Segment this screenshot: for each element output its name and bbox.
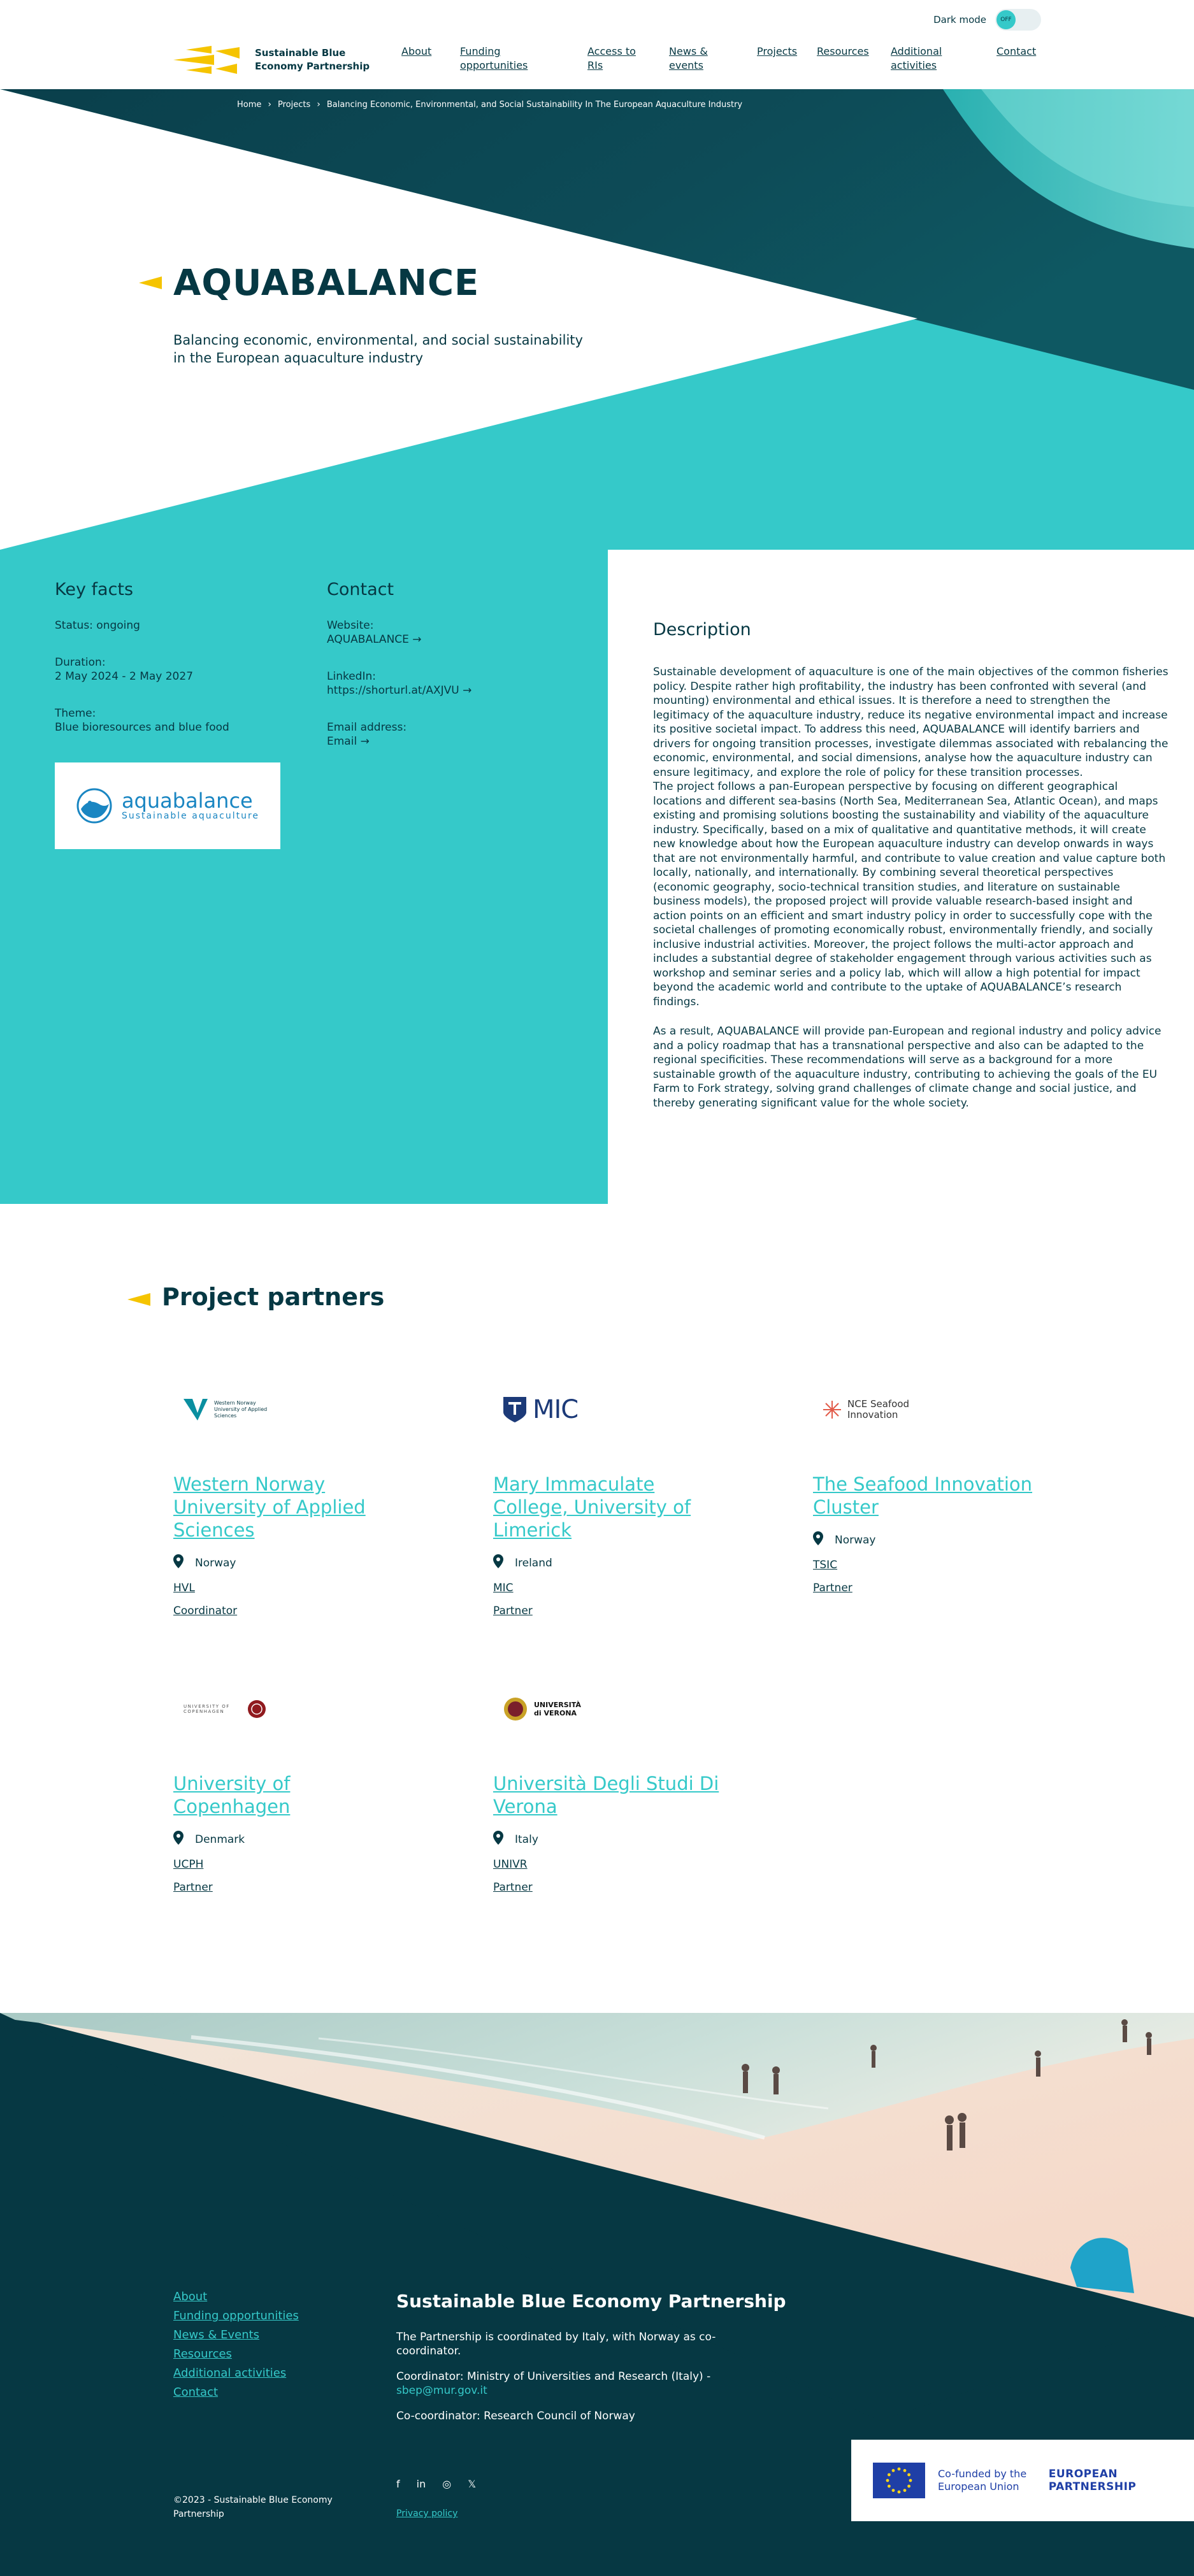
nav-about[interactable]: About <box>401 45 432 57</box>
logo-text: Sustainable Blue Economy Partnership <box>255 47 370 72</box>
partner-logo-text: NCE Seafood Innovation <box>847 1398 910 1420</box>
instagram-icon[interactable]: ◎ <box>442 2478 452 2490</box>
logo-arrows-icon <box>173 45 245 75</box>
partner-logo-text: UNIVERSITÀ di VERONA <box>534 1701 581 1717</box>
description-paragraph-2: The project follows a pan-European perspective by focusing on different geographical locations and different sea-basins (North Sea, Mediterranean Sea, Atlantic Ocean), and maps existing and promising solutions boosting the sustainability and viability of the aquaculture industry. Specifically, based on a mix of qualitative and quantitative methods, it will create new knowledge about how the European aquaculture industry can develop onwards in ways that are not environmentally harmful, and contribute to value creation and value capture both locally, nationally, and internationally. By combining several theoretical perspectives (economic geography, socio-technical transition studies, and literature on sustainable business models), the proposed project will provide valuable research-based insight and action points on an efficient and smart industry policy in order to successfully cope with the societal challenges of promoting economically robust, environmentally friendly, and socially inclusive industrial activities. Moreover, the project follows the multi-actor approach and includes a substantial degree of stakeholder engagement through various activities such as workshop and seminar series and a policy lab, which will allow a high potential for impact beyond the academic world and contribute to the uptake of AQUABALANCE’s research findings. <box>653 780 1166 1008</box>
partner-acronym-link[interactable]: UNIVR <box>493 1858 528 1871</box>
duration-value: 2 May 2024 - 2 May 2027 <box>55 670 194 683</box>
partner-logo <box>173 1687 403 1731</box>
chevron-right-icon: › <box>317 99 320 110</box>
partner-card <box>813 1387 1042 1594</box>
description-paragraph-1: Sustainable development of aquaculture is one of the main objectives of the common fisheries policy. Despite rather high profitability, the industry has been confronted with several (and mounting) environmental and ethical issues. It is therefore a need to strengthen the legitimacy of the aquaculture industry, reduce its negative environmental impact and increase its positive societal impact. To address this need, AQUABALANCE will identify barriers and drivers for ongoing transition processes, investigate dilemmas associated with rebalancing the economic, environmental, and social dimensions, analyse how the aquaculture industry can ensure legitimacy, and explore the role of policy for these transition processes. <box>653 666 1169 779</box>
partner-card <box>173 1687 403 1894</box>
breadcrumb-home[interactable]: Home <box>237 99 262 110</box>
linkedin-icon[interactable]: in <box>416 2478 426 2490</box>
hero-section <box>0 89 1194 550</box>
eu-cofunded-text: Co-funded by the European Union <box>938 2468 1027 2493</box>
chevron-right-icon: › <box>268 99 271 110</box>
partner-card <box>493 1387 723 1617</box>
partner-logo <box>493 1687 723 1731</box>
linkedin-label: LinkedIn: <box>327 670 376 683</box>
duration-field <box>55 655 271 683</box>
hvl-logo-icon <box>183 1399 208 1420</box>
website-label: Website: <box>327 619 374 632</box>
theme-label: Theme: <box>55 707 96 720</box>
description-heading: Description <box>653 620 751 640</box>
partner-logo <box>173 1387 403 1432</box>
eu-funding-badge <box>851 2440 1194 2521</box>
partner-role[interactable]: Coordinator <box>173 1605 238 1617</box>
partner-logo <box>813 1387 1042 1432</box>
site-header <box>0 0 1194 89</box>
footer-link-resources[interactable]: Resources <box>173 2347 232 2361</box>
social-links <box>396 2478 476 2490</box>
partner-role[interactable]: Partner <box>493 1881 533 1894</box>
partner-name-link[interactable]: Università Degli Studi Di Verona <box>493 1773 719 1817</box>
footer-links <box>173 2291 299 2399</box>
breadcrumb <box>237 99 742 110</box>
privacy-policy-link[interactable]: Privacy policy <box>396 2508 458 2519</box>
contact-heading: Contact <box>327 580 394 599</box>
contact-column <box>327 580 543 771</box>
nav-funding-opportunities[interactable]: Funding opportunities <box>460 45 528 71</box>
description-paragraph-3: As a result, AQUABALANCE will provide pan-European and regional industry and policy advice and a policy roadmap that has a transnational perspective and also can be adapted to the regional specificities. These recommendations will serve as a background for a more sustainable growth of the aquaculture industry, contributing to achieving the goals of the EU Farm to Fork strategy, solving grand challenges of climate change and social justice, and thereby generating significant value for the whole society. <box>653 1025 1162 1110</box>
footer-link-about[interactable]: About <box>173 2290 208 2303</box>
footer-coordinator <box>396 2370 753 2398</box>
key-facts-heading: Key facts <box>55 580 134 599</box>
site-logo[interactable] <box>173 45 382 75</box>
partner-country <box>173 1831 403 1848</box>
dark-mode-state: OFF <box>996 10 1016 29</box>
partner-acronym-link[interactable]: TSIC <box>813 1559 838 1571</box>
partner-country-name: Ireland <box>515 1556 552 1570</box>
partner-logo-text: MIC <box>533 1395 579 1424</box>
footer-text-2: Coordinator: Ministry of Universities and Research (Italy) - <box>396 2370 711 2383</box>
partner-acronym-link[interactable]: MIC <box>493 1582 514 1594</box>
title-arrow-icon <box>139 276 162 289</box>
location-pin-icon <box>493 1831 503 1848</box>
partner-country-name: Denmark <box>195 1833 245 1846</box>
partner-country-name: Norway <box>835 1533 876 1547</box>
partner-name-link[interactable]: University of Copenhagen <box>173 1773 291 1817</box>
partner-card <box>173 1387 403 1617</box>
eu-partnership-text: EUROPEAN PARTNERSHIP <box>1048 2468 1137 2493</box>
footer-link-additional[interactable]: Additional activities <box>173 2366 287 2380</box>
website-link[interactable]: AQUABALANCE → <box>327 633 422 646</box>
linkedin-link[interactable]: https://shorturl.at/AXJVU → <box>327 684 472 697</box>
aquabalance-fish-icon <box>76 787 113 824</box>
nce-star-icon <box>823 1401 841 1419</box>
facebook-icon[interactable]: f <box>396 2478 400 2490</box>
partner-country-name: Italy <box>515 1833 538 1846</box>
partner-role[interactable]: Partner <box>493 1605 533 1617</box>
footer-copyright: ©2023 - Sustainable Blue Economy Partnership <box>173 2495 333 2519</box>
main-nav <box>401 45 1064 73</box>
partner-card <box>493 1687 723 1894</box>
description-section <box>653 620 1169 1126</box>
footer-description <box>396 2330 753 2435</box>
partner-logo-text: UNIVERSITY OF COPENHAGEN <box>183 1704 230 1714</box>
location-pin-icon <box>173 1554 183 1571</box>
email-label: Email address: <box>327 721 407 734</box>
email-field <box>327 720 543 748</box>
email-link[interactable]: Email → <box>327 735 370 748</box>
theme-value: Blue bioresources and blue food <box>55 721 229 734</box>
page-subtitle: Balancing economic, environmental, and social sustainability in the European aquaculture industry <box>173 333 583 366</box>
duration-label: Duration: <box>55 656 106 669</box>
nav-additional-activities[interactable]: Additional activities <box>891 45 942 71</box>
hero-background <box>0 89 1194 550</box>
partner-country-name: Norway <box>195 1556 236 1570</box>
nav-contact[interactable]: Contact <box>996 45 1037 57</box>
partner-acronym-link[interactable]: HVL <box>173 1582 195 1594</box>
partner-name-link[interactable]: Mary Immaculate College, University of Limerick <box>493 1473 691 1541</box>
nav-news-events[interactable]: News & events <box>669 45 708 71</box>
project-logo-tagline: Sustainable aquaculture <box>121 811 260 821</box>
footer-title: Sustainable Blue Economy Partnership <box>396 2291 786 2312</box>
location-pin-icon <box>813 1531 823 1549</box>
footer-email-link[interactable]: sbep@mur.gov.it <box>396 2384 487 2397</box>
dark-mode-toggle[interactable] <box>995 9 1041 31</box>
footer-link-contact[interactable]: Contact <box>173 2386 219 2399</box>
partner-acronym-link[interactable]: UCPH <box>173 1858 204 1871</box>
site-footer <box>0 2013 1194 2576</box>
partner-role[interactable]: Partner <box>813 1582 852 1594</box>
partner-country <box>493 1554 723 1571</box>
nav-projects[interactable]: Projects <box>757 45 798 57</box>
project-logo-word: aquabalance <box>121 789 253 813</box>
dark-mode-label: Dark mode <box>933 14 986 25</box>
footer-link-funding[interactable]: Funding opportunities <box>173 2309 299 2322</box>
location-pin-icon <box>493 1554 503 1571</box>
breadcrumb-current: Balancing Economic, Environmental, and Social Sustainability In The European Aquaculture Industry <box>326 99 743 110</box>
partners-heading: Project partners <box>162 1283 385 1311</box>
footer-text-3: Co-coordinator: Research Council of Norway <box>396 2410 635 2422</box>
project-logo <box>55 762 280 849</box>
partners-arrow-icon <box>127 1293 150 1306</box>
key-facts-section <box>0 550 608 1204</box>
univr-seal-icon <box>503 1697 528 1721</box>
x-twitter-icon[interactable]: 𝕏 <box>468 2478 477 2490</box>
partner-logo-text: Western Norway University of Applied Sciences <box>214 1400 268 1419</box>
dark-mode-switch <box>933 9 1041 31</box>
status-field <box>55 619 271 633</box>
nav-access-to-ris[interactable]: Access to RIs <box>587 45 636 71</box>
ucph-seal-icon <box>247 1699 266 1719</box>
partner-role[interactable]: Partner <box>173 1881 213 1894</box>
theme-field <box>55 706 271 734</box>
partner-country <box>173 1554 403 1571</box>
status-text: Status: ongoing <box>55 619 140 632</box>
nav-resources[interactable]: Resources <box>817 45 869 57</box>
page-title: AQUABALANCE <box>173 262 480 304</box>
key-facts-column <box>55 580 271 757</box>
breadcrumb-projects[interactable]: Projects <box>278 99 311 110</box>
partner-name-link[interactable]: Western Norway University of Applied Sciences <box>173 1473 366 1541</box>
footer-link-news-events[interactable]: News & Events <box>173 2328 260 2342</box>
eu-flag-icon <box>873 2463 925 2498</box>
website-field <box>327 619 543 647</box>
partner-country <box>813 1531 1042 1549</box>
footer-text-1: The Partnership is coordinated by Italy, with Norway as co-coordinator. <box>396 2331 716 2358</box>
partner-country <box>493 1831 723 1848</box>
location-pin-icon <box>173 1831 183 1848</box>
partner-name-link[interactable]: The Seafood Innovation Cluster <box>813 1473 1033 1518</box>
linkedin-field <box>327 669 543 698</box>
partner-logo <box>493 1387 723 1432</box>
mic-crest-icon <box>503 1397 526 1422</box>
